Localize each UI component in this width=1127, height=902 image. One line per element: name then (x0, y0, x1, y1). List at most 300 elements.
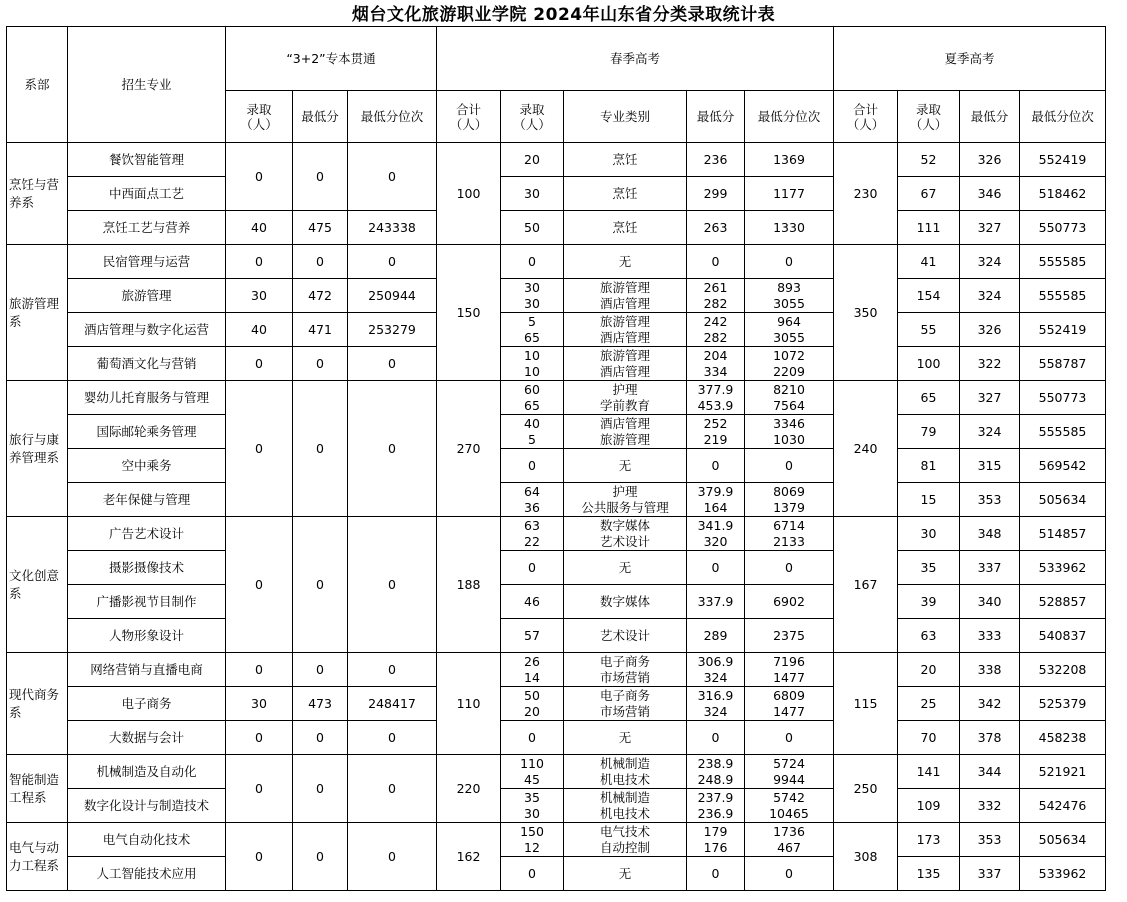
p32-admitted: 30 (226, 279, 293, 313)
spring-min-score: 252 (687, 415, 745, 432)
spring-min-score: 0 (687, 449, 745, 483)
p32-min-score: 0 (293, 381, 348, 517)
header-spring-total: 合计 （人） (437, 91, 501, 143)
spring-category: 酒店管理 (564, 415, 687, 432)
spring-total: 270 (437, 381, 501, 517)
header-summer-min-rank: 最低分位次 (1020, 91, 1106, 143)
summer-min-rank: 505634 (1020, 483, 1106, 517)
spring-category: 数字媒体 (564, 517, 687, 534)
summer-min-rank: 555585 (1020, 279, 1106, 313)
summer-min-score: 353 (960, 823, 1020, 857)
summer-admitted: 79 (898, 415, 960, 449)
spring-category: 护理 (564, 483, 687, 500)
dept-name: 文化创意系 (7, 517, 68, 653)
summer-min-rank: 525379 (1020, 687, 1106, 721)
summer-admitted: 63 (898, 619, 960, 653)
dept-name: 智能制造工程系 (7, 755, 68, 823)
major-name: 酒店管理与数字化运营 (68, 313, 226, 347)
p32-min-rank: 0 (348, 721, 437, 755)
spring-min-score: 261 (687, 279, 745, 296)
spring-min-rank: 0 (745, 245, 834, 279)
spring-min-score: 236.9 (687, 806, 745, 823)
spring-category: 旅游管理 (564, 313, 687, 330)
spring-category: 酒店管理 (564, 330, 687, 347)
table-row (7, 857, 1106, 874)
spring-min-score: 453.9 (687, 398, 745, 415)
summer-total: 167 (834, 517, 898, 653)
spring-min-rank: 0 (745, 721, 834, 755)
summer-min-rank: 533962 (1020, 551, 1106, 585)
summer-min-score: 342 (960, 687, 1020, 721)
spring-admitted: 12 (501, 840, 564, 857)
spring-admitted: 14 (501, 670, 564, 687)
p32-admitted: 0 (226, 755, 293, 823)
header-summer-total: 合计 （人） (834, 91, 898, 143)
spring-admitted: 35 (501, 789, 564, 806)
spring-admitted: 0 (501, 721, 564, 755)
p32-min-score: 0 (293, 823, 348, 891)
summer-admitted: 55 (898, 313, 960, 347)
spring-min-score: 164 (687, 500, 745, 517)
table-row (7, 755, 1106, 772)
header-spring-admitted: 录取 （人） (501, 91, 564, 143)
p32-admitted: 40 (226, 211, 293, 245)
spring-min-score: 0 (687, 551, 745, 585)
p32-min-score: 0 (293, 517, 348, 653)
spring-min-rank: 6809 (745, 687, 834, 704)
spring-category: 烹饪 (564, 177, 687, 211)
summer-admitted: 111 (898, 211, 960, 245)
spring-admitted: 0 (501, 449, 564, 483)
spring-category: 市场营销 (564, 670, 687, 687)
summer-total: 250 (834, 755, 898, 823)
spring-admitted: 20 (501, 704, 564, 721)
summer-min-rank: 542476 (1020, 789, 1106, 823)
summer-min-score: 324 (960, 279, 1020, 313)
spring-min-score: 334 (687, 364, 745, 381)
spring-min-rank: 7564 (745, 398, 834, 415)
summer-min-score: 353 (960, 483, 1020, 517)
spring-min-rank: 1379 (745, 500, 834, 517)
table-row (7, 381, 1106, 398)
p32-min-score: 0 (293, 721, 348, 755)
spring-min-rank: 9944 (745, 772, 834, 789)
summer-admitted: 52 (898, 143, 960, 177)
summer-min-score: 327 (960, 211, 1020, 245)
spring-min-rank: 1477 (745, 670, 834, 687)
spring-category: 市场营销 (564, 704, 687, 721)
spring-admitted: 26 (501, 653, 564, 670)
summer-admitted: 30 (898, 517, 960, 551)
summer-min-score: 327 (960, 381, 1020, 415)
spring-admitted: 64 (501, 483, 564, 500)
p32-admitted: 0 (226, 381, 293, 517)
spring-min-rank: 3055 (745, 296, 834, 313)
table-row (7, 415, 1106, 432)
spring-min-score: 282 (687, 296, 745, 313)
summer-min-rank: 552419 (1020, 313, 1106, 347)
summer-min-rank: 528857 (1020, 585, 1106, 619)
spring-category: 无 (564, 449, 687, 483)
table-row (7, 177, 1106, 194)
spring-total: 150 (437, 245, 501, 381)
spring-admitted: 40 (501, 415, 564, 432)
spring-admitted: 50 (501, 211, 564, 245)
spring-admitted: 65 (501, 330, 564, 347)
major-name: 烹饪工艺与营养 (68, 211, 226, 245)
table-row (7, 653, 1106, 670)
header-summer-admitted: 录取 （人） (898, 91, 960, 143)
spring-category: 无 (564, 245, 687, 279)
table-row (7, 823, 1106, 840)
major-name: 电气自动化技术 (68, 823, 226, 857)
p32-min-score: 0 (293, 347, 348, 381)
spring-min-rank: 7196 (745, 653, 834, 670)
spring-min-score: 179 (687, 823, 745, 840)
major-name: 人工智能技术应用 (68, 857, 226, 891)
p32-min-rank: 0 (348, 653, 437, 687)
spring-min-rank: 10465 (745, 806, 834, 823)
spring-min-rank: 467 (745, 840, 834, 857)
major-name: 广播影视节目制作 (68, 585, 226, 619)
major-name: 大数据与会计 (68, 721, 226, 755)
table-row (7, 347, 1106, 364)
spring-min-score: 324 (687, 670, 745, 687)
spring-min-score: 263 (687, 211, 745, 245)
summer-admitted: 81 (898, 449, 960, 483)
p32-min-rank: 0 (348, 823, 437, 891)
spring-total: 220 (437, 755, 501, 823)
summer-min-score: 346 (960, 177, 1020, 211)
header-group-spring: 春季高考 (437, 27, 834, 91)
p32-admitted: 0 (226, 143, 293, 211)
major-name: 葡萄酒文化与营销 (68, 347, 226, 381)
spring-category: 艺术设计 (564, 619, 687, 653)
spring-category: 机电技术 (564, 806, 687, 823)
spring-admitted: 57 (501, 619, 564, 653)
summer-min-rank: 569542 (1020, 449, 1106, 483)
table-row (7, 585, 1106, 602)
summer-admitted: 39 (898, 585, 960, 619)
dept-name: 现代商务系 (7, 653, 68, 755)
spring-min-score: 320 (687, 534, 745, 551)
table-row (7, 245, 1106, 262)
spring-min-rank: 2209 (745, 364, 834, 381)
summer-admitted: 154 (898, 279, 960, 313)
table-row (7, 449, 1106, 466)
p32-min-score: 472 (293, 279, 348, 313)
p32-admitted: 0 (226, 517, 293, 653)
spring-min-rank: 1369 (745, 143, 834, 177)
summer-min-rank: 505634 (1020, 823, 1106, 857)
spring-min-rank: 2375 (745, 619, 834, 653)
p32-min-rank: 0 (348, 755, 437, 823)
p32-min-score: 0 (293, 143, 348, 211)
header-summer-min-score: 最低分 (960, 91, 1020, 143)
spring-min-score: 204 (687, 347, 745, 364)
spring-min-rank: 0 (745, 551, 834, 585)
major-name: 机械制造及自动化 (68, 755, 226, 789)
summer-min-rank: 540837 (1020, 619, 1106, 653)
summer-min-rank: 550773 (1020, 211, 1106, 245)
spring-min-score: 316.9 (687, 687, 745, 704)
summer-min-score: 344 (960, 755, 1020, 789)
spring-admitted: 63 (501, 517, 564, 534)
spring-category: 烹饪 (564, 211, 687, 245)
spring-min-rank: 2133 (745, 534, 834, 551)
spring-min-rank: 3346 (745, 415, 834, 432)
summer-min-rank: 518462 (1020, 177, 1106, 211)
major-name: 广告艺术设计 (68, 517, 226, 551)
spring-min-score: 248.9 (687, 772, 745, 789)
summer-admitted: 20 (898, 653, 960, 687)
table-row (7, 687, 1106, 704)
header-dept: 系部 (7, 27, 68, 143)
major-name: 网络营销与直播电商 (68, 653, 226, 687)
table-row (7, 551, 1106, 568)
spring-total: 188 (437, 517, 501, 653)
summer-admitted: 35 (898, 551, 960, 585)
spring-category: 酒店管理 (564, 364, 687, 381)
summer-min-rank: 533962 (1020, 857, 1106, 891)
spring-category: 旅游管理 (564, 347, 687, 364)
spring-min-rank: 8069 (745, 483, 834, 500)
p32-min-score: 475 (293, 211, 348, 245)
spring-min-score: 289 (687, 619, 745, 653)
spring-category: 无 (564, 551, 687, 585)
p32-admitted: 0 (226, 347, 293, 381)
spring-min-score: 242 (687, 313, 745, 330)
summer-min-rank: 458238 (1020, 721, 1106, 755)
major-name: 空中乘务 (68, 449, 226, 483)
summer-admitted: 173 (898, 823, 960, 857)
spring-min-rank: 5742 (745, 789, 834, 806)
summer-min-score: 333 (960, 619, 1020, 653)
spring-min-score: 0 (687, 721, 745, 755)
table-row (7, 313, 1106, 330)
summer-admitted: 100 (898, 347, 960, 381)
spring-min-score: 377.9 (687, 381, 745, 398)
page-title: 烟台文化旅游职业学院 2024年山东省分类录取统计表 (351, 5, 776, 25)
summer-min-score: 337 (960, 857, 1020, 891)
summer-admitted: 135 (898, 857, 960, 891)
spring-category: 数字媒体 (564, 585, 687, 619)
spring-min-score: 299 (687, 177, 745, 211)
spring-min-rank: 6902 (745, 585, 834, 619)
major-name: 旅游管理 (68, 279, 226, 313)
spring-category: 无 (564, 721, 687, 755)
summer-min-score: 378 (960, 721, 1020, 755)
dept-name: 旅行与康养管理系 (7, 381, 68, 517)
spring-category: 护理 (564, 381, 687, 398)
summer-total: 308 (834, 823, 898, 891)
spring-min-rank: 6714 (745, 517, 834, 534)
spring-admitted: 30 (501, 279, 564, 296)
dept-name: 旅游管理系 (7, 245, 68, 381)
spring-category: 公共服务与管理 (564, 500, 687, 517)
spring-total: 110 (437, 653, 501, 755)
summer-min-rank: 514857 (1020, 517, 1106, 551)
spring-min-rank: 1330 (745, 211, 834, 245)
spring-category: 机械制造 (564, 755, 687, 772)
p32-admitted: 0 (226, 653, 293, 687)
spring-category: 旅游管理 (564, 279, 687, 296)
summer-total: 115 (834, 653, 898, 755)
p32-min-rank: 253279 (348, 313, 437, 347)
summer-admitted: 141 (898, 755, 960, 789)
major-name: 中西面点工艺 (68, 177, 226, 211)
p32-min-rank: 248417 (348, 687, 437, 721)
spring-admitted: 50 (501, 687, 564, 704)
spring-total: 162 (437, 823, 501, 891)
major-name: 电子商务 (68, 687, 226, 721)
spring-category: 酒店管理 (564, 296, 687, 313)
spring-admitted: 150 (501, 823, 564, 840)
spring-min-score: 0 (687, 245, 745, 279)
summer-min-score: 315 (960, 449, 1020, 483)
p32-admitted: 0 (226, 721, 293, 755)
spring-admitted: 22 (501, 534, 564, 551)
table-row (7, 279, 1106, 296)
summer-min-score: 348 (960, 517, 1020, 551)
spring-min-score: 306.9 (687, 653, 745, 670)
spring-min-score: 237.9 (687, 789, 745, 806)
spring-category: 烹饪 (564, 143, 687, 177)
major-name: 餐饮智能管理 (68, 143, 226, 177)
table-row (7, 483, 1106, 500)
summer-min-rank: 555585 (1020, 245, 1106, 279)
spring-min-score: 379.9 (687, 483, 745, 500)
summer-min-rank: 555585 (1020, 415, 1106, 449)
spring-min-score: 282 (687, 330, 745, 347)
summer-min-score: 332 (960, 789, 1020, 823)
summer-min-rank: 532208 (1020, 653, 1106, 687)
spring-min-score: 236 (687, 143, 745, 177)
summer-min-score: 337 (960, 551, 1020, 585)
spring-min-score: 0 (687, 857, 745, 891)
spring-admitted: 0 (501, 551, 564, 585)
spring-admitted: 46 (501, 585, 564, 619)
table-body (7, 143, 1106, 891)
spring-min-rank: 8210 (745, 381, 834, 398)
table-row (7, 143, 1106, 160)
summer-min-rank: 521921 (1020, 755, 1106, 789)
spring-admitted: 30 (501, 296, 564, 313)
major-name: 摄影摄像技术 (68, 551, 226, 585)
spring-category: 机械制造 (564, 789, 687, 806)
p32-min-rank: 0 (348, 347, 437, 381)
spring-admitted: 5 (501, 313, 564, 330)
major-name: 人物形象设计 (68, 619, 226, 653)
spring-min-rank: 1177 (745, 177, 834, 211)
p32-min-score: 0 (293, 653, 348, 687)
header-32-admitted: 录取 （人） (226, 91, 293, 143)
spring-min-score: 341.9 (687, 517, 745, 534)
spring-admitted: 10 (501, 347, 564, 364)
spring-min-rank: 0 (745, 449, 834, 483)
summer-total: 240 (834, 381, 898, 517)
p32-admitted: 40 (226, 313, 293, 347)
spring-admitted: 36 (501, 500, 564, 517)
spring-category: 电气技术 (564, 823, 687, 840)
spring-admitted: 20 (501, 143, 564, 177)
spring-category: 旅游管理 (564, 432, 687, 449)
spring-admitted: 30 (501, 806, 564, 823)
p32-min-rank: 243338 (348, 211, 437, 245)
major-name: 老年保健与管理 (68, 483, 226, 517)
p32-min-rank: 0 (348, 245, 437, 279)
spring-min-score: 176 (687, 840, 745, 857)
spring-category: 艺术设计 (564, 534, 687, 551)
spring-admitted: 45 (501, 772, 564, 789)
spring-min-score: 238.9 (687, 755, 745, 772)
header-group-32: “3+2”专本贯通 (226, 27, 437, 91)
spring-min-rank: 964 (745, 313, 834, 330)
spring-min-score: 324 (687, 704, 745, 721)
spring-admitted: 30 (501, 177, 564, 211)
summer-min-rank: 550773 (1020, 381, 1106, 415)
summer-admitted: 70 (898, 721, 960, 755)
spring-admitted: 5 (501, 432, 564, 449)
dept-name: 烹饪与营养系 (7, 143, 68, 245)
major-name: 婴幼儿托育服务与管理 (68, 381, 226, 415)
summer-admitted: 15 (898, 483, 960, 517)
spring-min-score: 219 (687, 432, 745, 449)
summer-min-score: 324 (960, 245, 1020, 279)
p32-min-rank: 0 (348, 381, 437, 517)
summer-min-rank: 552419 (1020, 143, 1106, 177)
header-spring-min-rank: 最低分位次 (745, 91, 834, 143)
major-name: 国际邮轮乘务管理 (68, 415, 226, 449)
table-row (7, 619, 1106, 636)
major-name: 数字化设计与制造技术 (68, 789, 226, 823)
summer-admitted: 25 (898, 687, 960, 721)
table-row (7, 721, 1106, 738)
p32-min-score: 0 (293, 755, 348, 823)
spring-category: 学前教育 (564, 398, 687, 415)
table-row (7, 789, 1106, 806)
spring-min-rank: 5724 (745, 755, 834, 772)
spring-admitted: 0 (501, 245, 564, 279)
p32-min-score: 471 (293, 313, 348, 347)
spring-min-rank: 893 (745, 279, 834, 296)
spring-category: 电子商务 (564, 687, 687, 704)
summer-min-score: 326 (960, 143, 1020, 177)
spring-admitted: 65 (501, 398, 564, 415)
summer-min-score: 340 (960, 585, 1020, 619)
header-32-min-score: 最低分 (293, 91, 348, 143)
p32-admitted: 0 (226, 245, 293, 279)
summer-min-score: 326 (960, 313, 1020, 347)
p32-min-rank: 0 (348, 517, 437, 653)
header-32-min-rank: 最低分位次 (348, 91, 437, 143)
header-group-summer: 夏季高考 (834, 27, 1106, 91)
spring-min-score: 337.9 (687, 585, 745, 619)
summer-total: 350 (834, 245, 898, 381)
p32-min-score: 473 (293, 687, 348, 721)
spring-min-rank: 1477 (745, 704, 834, 721)
header-spring-min-score: 最低分 (687, 91, 745, 143)
table-row (7, 211, 1106, 228)
spring-min-rank: 1072 (745, 347, 834, 364)
spring-min-rank: 0 (745, 857, 834, 891)
spring-min-rank: 3055 (745, 330, 834, 347)
summer-admitted: 65 (898, 381, 960, 415)
admission-table (6, 26, 1106, 891)
spring-min-rank: 1736 (745, 823, 834, 840)
spring-min-rank: 1030 (745, 432, 834, 449)
summer-min-score: 322 (960, 347, 1020, 381)
